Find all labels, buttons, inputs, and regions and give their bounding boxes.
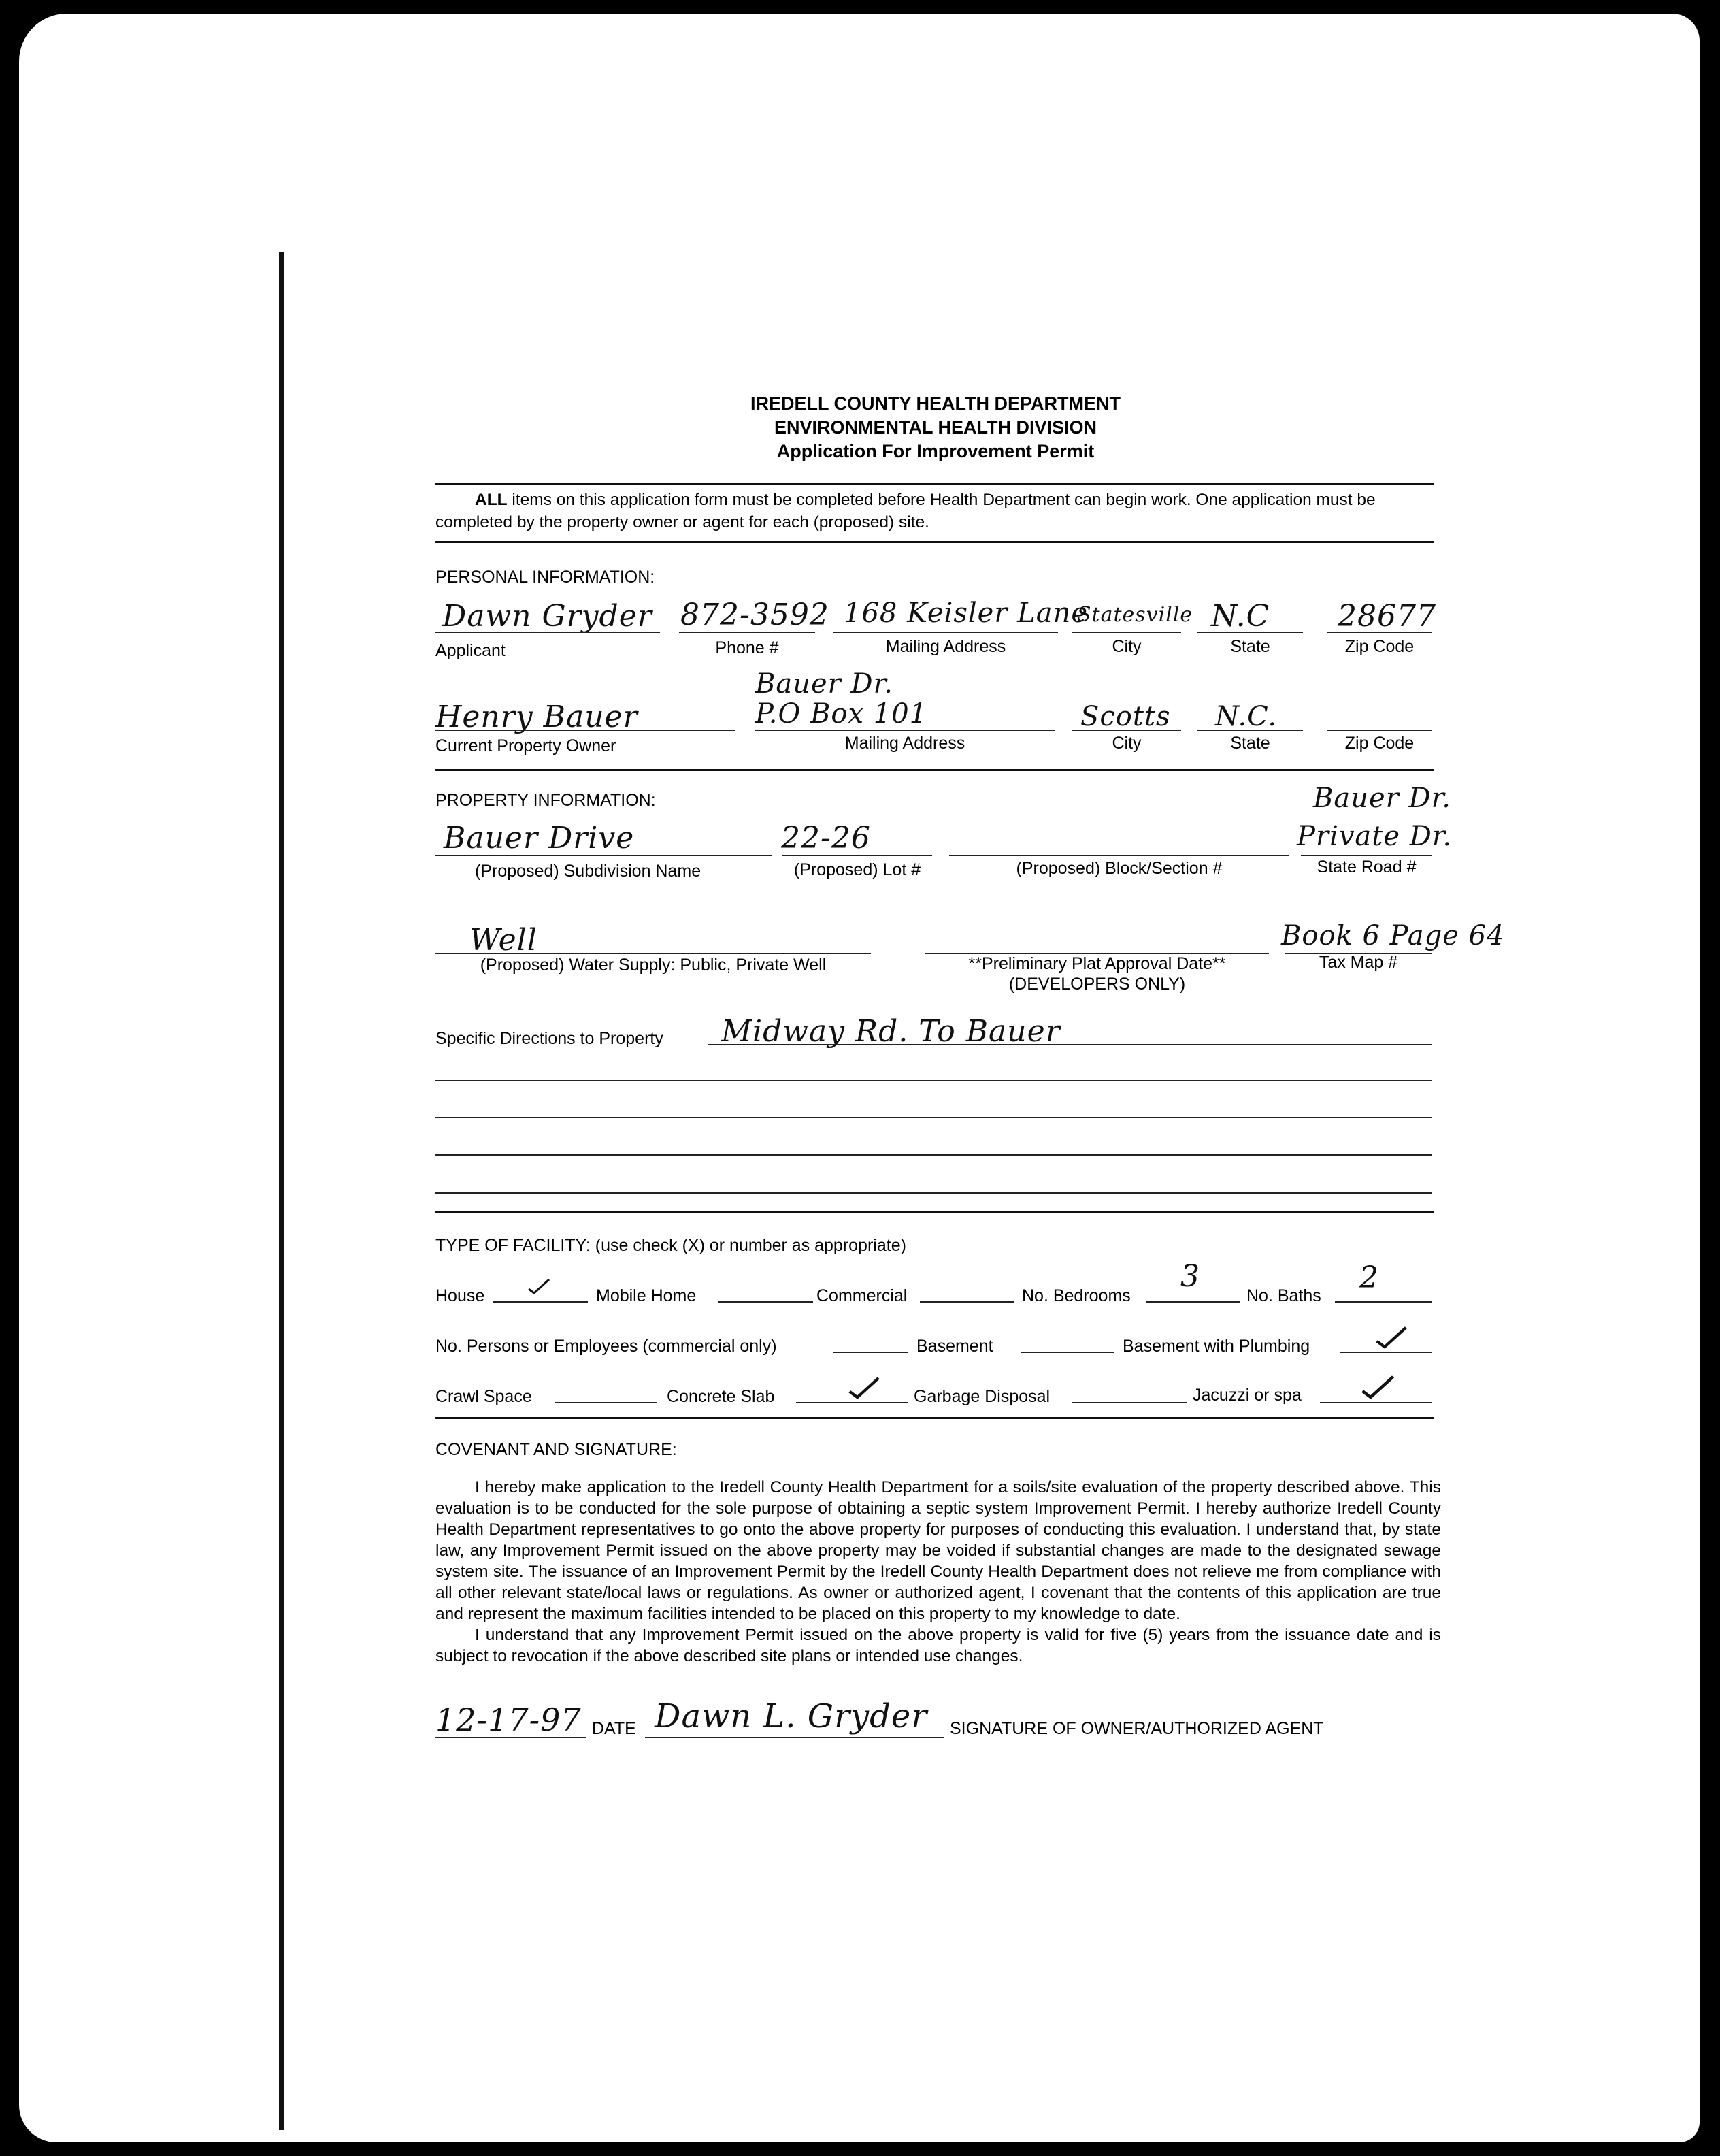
bedrooms-value[interactable]: 3: [1180, 1259, 1200, 1294]
basement-line: [1021, 1352, 1114, 1353]
applicant-line: [435, 632, 660, 633]
owner-city-label: City: [1112, 734, 1142, 753]
owner-value[interactable]: Henry Bauer: [435, 700, 638, 734]
baths-label: No. Baths: [1246, 1286, 1321, 1305]
concrete-slab-label: Concrete Slab: [667, 1387, 775, 1406]
phone-line: [679, 632, 815, 633]
directions-line: [435, 1117, 1432, 1118]
rule: [435, 541, 1434, 543]
state-value[interactable]: N.C: [1211, 599, 1270, 634]
state-road-line2-value[interactable]: Private Dr.: [1297, 821, 1453, 852]
applicant-label: Applicant: [435, 641, 506, 660]
rule: [435, 1417, 1434, 1419]
directions-value[interactable]: Midway Rd. To Bauer: [721, 1014, 1061, 1049]
baths-value[interactable]: 2: [1359, 1260, 1379, 1295]
state-road-line1-value[interactable]: Bauer Dr.: [1313, 783, 1452, 814]
crawl-space-line: [555, 1402, 657, 1403]
block-line: [949, 855, 1289, 856]
city-line: [1072, 632, 1181, 633]
tax-map-value[interactable]: Book 6 Page 64: [1281, 920, 1505, 951]
facility-section-title: TYPE OF FACILITY: (use check (X) or number as appropriate): [435, 1236, 906, 1255]
owner-zip-label: Zip Code: [1344, 734, 1415, 753]
jacuzzi-line: [1320, 1402, 1432, 1403]
mailing-address-label: Mailing Address: [885, 637, 1006, 656]
zip-label: Zip Code: [1344, 637, 1415, 656]
personal-section-title: PERSONAL INFORMATION:: [435, 568, 655, 587]
zip-value[interactable]: 28677: [1338, 599, 1436, 634]
scan-edge-line: [279, 252, 284, 2130]
signature-value[interactable]: Dawn L. Gryder: [655, 1697, 928, 1735]
phone-label: Phone #: [715, 638, 779, 657]
owner-state-value[interactable]: N.C.: [1215, 701, 1278, 732]
property-section-title: PROPERTY INFORMATION:: [435, 791, 656, 810]
date-value[interactable]: 12-17-97: [435, 1701, 582, 1738]
owner-line: [435, 730, 735, 731]
water-supply-value[interactable]: Well: [469, 923, 538, 958]
header-division: ENVIRONMENTAL HEALTH DIVISION: [774, 417, 1097, 438]
state-line: [1197, 632, 1303, 633]
owner-zip-line: [1327, 730, 1432, 731]
header-department: IREDELL COUNTY HEALTH DEPARTMENT: [750, 393, 1121, 414]
intro-text: [435, 489, 1432, 534]
owner-label: Current Property Owner: [435, 736, 616, 755]
owner-address-line2-value[interactable]: P.O Box 101: [755, 698, 928, 730]
commercial-label: Commercial: [816, 1286, 908, 1305]
directions-line: [435, 1080, 1432, 1081]
directions-line: [708, 1044, 1432, 1045]
permit-form: [435, 0, 1505, 2156]
plat-label-line2: (DEVELOPERS ONLY): [1008, 975, 1186, 994]
applicant-value[interactable]: Dawn Gryder: [442, 599, 652, 634]
commercial-line: [920, 1301, 1014, 1303]
directions-line: [435, 1154, 1432, 1156]
intro-lead: ALL: [475, 491, 508, 509]
address-line: [833, 632, 1058, 633]
basement-plumbing-line: [1340, 1352, 1432, 1353]
signature-label: SIGNATURE OF OWNER/AUTHORIZED AGENT: [950, 1719, 1324, 1738]
state-label: State: [1230, 637, 1270, 656]
owner-city-value[interactable]: Scotts: [1080, 701, 1171, 732]
house-line: [493, 1301, 588, 1303]
owner-address-label: Mailing Address: [844, 734, 965, 753]
city-label: City: [1112, 637, 1142, 656]
persons-line: [833, 1352, 908, 1353]
subdivision-line: [435, 855, 772, 856]
covenant-paragraph-2: I understand that any Improvement Permit issued on the above property is valid for five (5) years from the issuance date and is subject to revocation if the above described site plans or intended use changes.: [435, 1626, 1441, 1665]
lot-line: [782, 855, 932, 856]
bedrooms-line: [1146, 1301, 1240, 1303]
rule: [435, 769, 1434, 771]
owner-state-line: [1197, 730, 1303, 731]
rule: [435, 1211, 1434, 1213]
owner-address-line: [755, 730, 1055, 731]
owner-address-line1-value[interactable]: Bauer Dr.: [755, 668, 894, 700]
water-line: [435, 953, 871, 954]
date-label: DATE: [592, 1719, 636, 1738]
bedrooms-label: No. Bedrooms: [1022, 1286, 1131, 1305]
basement-plumbing-label: Basement with Plumbing: [1123, 1337, 1310, 1356]
mailing-address-value[interactable]: 168 Keisler Lane: [844, 598, 1089, 629]
block-label: (Proposed) Block/Section #: [1016, 859, 1223, 878]
garbage-disposal-line: [1072, 1402, 1187, 1403]
owner-city-line: [1072, 730, 1181, 731]
covenant-section-title: COVENANT AND SIGNATURE:: [435, 1440, 677, 1459]
tax-map-label: Tax Map #: [1319, 953, 1398, 972]
covenant-paragraph-1: I hereby make application to the Iredell County Health Department for a soils/site evaluation of the property described above. This evaluation is to be conducted for the sole purpose of obtaining a septic system Improvement Permit. I hereby authorize Iredell County Health Department representatives to go onto the above property for purposes of conducting this evaluation. I understand that, by state law, any Improvement Permit issued on the above property may be voided if substantial changes are made to the designated sewage system site. The issuance of an Improvement Permit by the Iredell County Health Department does not relieve me from compliance with all other relevant state/local laws or regulations. As owner or authorized agent, I covenant that the contents of this application are true and represent the maximum facilities intended to be placed on this property to my knowledge to date.: [435, 1478, 1441, 1623]
jacuzzi-label: Jacuzzi or spa: [1193, 1386, 1302, 1405]
phone-value[interactable]: 872-3592: [680, 598, 829, 632]
mobile-home-line: [718, 1301, 813, 1303]
persons-label: No. Persons or Employees (commercial only): [435, 1337, 777, 1356]
state-road-line: [1301, 855, 1432, 856]
state-road-label: State Road #: [1317, 858, 1417, 877]
concrete-slab-check-mark[interactable]: [847, 1376, 881, 1399]
subdivision-value[interactable]: Bauer Drive: [444, 821, 635, 855]
basement-plumbing-check-mark[interactable]: [1374, 1326, 1408, 1349]
owner-state-label: State: [1230, 734, 1270, 753]
concrete-slab-line: [796, 1402, 908, 1403]
baths-line: [1335, 1301, 1432, 1303]
directions-label: Specific Directions to Property: [435, 1029, 663, 1048]
date-line: [435, 1737, 586, 1738]
house-check-mark[interactable]: [527, 1278, 550, 1294]
rule: [435, 483, 1434, 485]
mobile-home-label: Mobile Home: [596, 1286, 697, 1305]
plat-label-line1: **Preliminary Plat Approval Date**: [968, 954, 1226, 973]
garbage-disposal-label: Garbage Disposal: [914, 1387, 1051, 1406]
lot-label: (Proposed) Lot #: [793, 860, 921, 879]
house-label: House: [435, 1286, 485, 1305]
zip-line: [1327, 632, 1432, 633]
jacuzzi-check-mark[interactable]: [1357, 1375, 1398, 1399]
lot-value[interactable]: 22-26: [781, 821, 871, 855]
directions-line: [435, 1192, 1432, 1194]
water-supply-label: (Proposed) Water Supply: Public, Private Well: [480, 956, 827, 975]
basement-label: Basement: [916, 1337, 993, 1356]
header-form-title: Application For Improvement Permit: [776, 441, 1095, 461]
city-value[interactable]: Statesville: [1077, 603, 1193, 627]
covenant-text: [435, 1477, 1441, 1667]
intro-body: items on this application form must be completed before Health Department can begin work. One application must be completed by the property owner or agent for each (proposed) site.: [435, 491, 1376, 532]
subdivision-label: (Proposed) Subdivision Name: [475, 862, 701, 881]
signature-line: [645, 1737, 944, 1738]
crawl-space-label: Crawl Space: [435, 1387, 532, 1406]
